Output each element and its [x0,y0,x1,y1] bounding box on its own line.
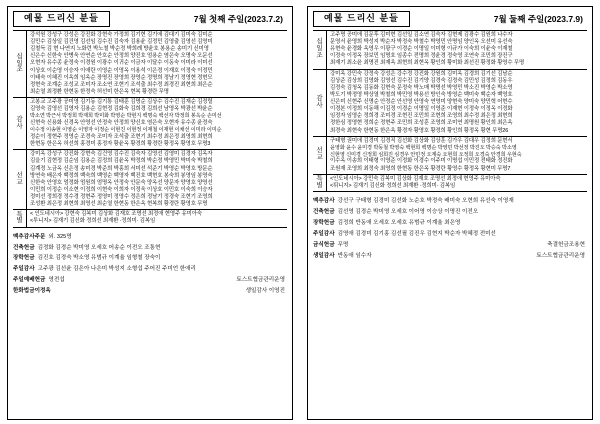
note-row: 한화법금이정옥 생일감사 이영진 [13,288,285,295]
panel-inner-1 [7,6,293,420]
table-row [13,98,287,150]
names-cell-tithe-2: 고주명 공미애 김문후 김미현 김선일 김소연 김숙자 김현제 김광수 김원희 나수자 문영서 윤영희 박성지 박순자 박정숙 박철수 박영민 안명임 양인옥 오선미 유선숙 유현숙 윤경화 옥영우 이광구 이경순 이명일 이미형 이규가 이숙희 이윤숙 이재철 이정숙 이정옥 장보민 임명호 임종수 전명희 정윤경 정숙영 조연숙 조민희 장진구 최재기 최소윤 최명진 최재옥 최현희 최현옥 황인희 황미화 최선진 황정화 황영수 무명 [330,31,525,67]
header-2 [313,11,587,27]
note-row: 맥추감사 강선구 구태형 김경미 김선화 노순호 박정숙 배미숙 오현희 유선숙 이영재 [313,197,514,204]
offering-table-1 [13,30,287,228]
names-cell-tithe-1: 강석원 강성구 강성은 강진화 강현숙 가정희 김기현 김기애 김대기 김미숙 김미순 김민수 김상일 김건영 김선임 김수진 김숙자 김용윤 김정민 김영출 김영선 김영미 김철득 김 현 나연지 노화련 박노철 박순정 박희례 방윤호 봉용순 송미기 신미영 신은수 신한숙 안병욱 안연순 안호순 안정희 양진호 엄용순 염은숙 오명숙 오문선 오현자 유수종 윤정숙 이경원 이광수 이귀순 이금자 이달수 이동숙 이미라 이미선 이상호 이순영 이승자 이애란 이영순 이영옥 이용석 이은정 이재호 이정숙 이정민 이태숙 이혜진 이옥희 임옥순 장명진 장영희 장영순 정명희 정남기 정영현 정현모 정현숙 조계순 조성교 조미자 조소연 조현기 조석출 최수정 최경진 최현희 최은순 최순열 최정환 한현동 한정숙 허선미 한은옥 현복 황경란 무명 [30,31,213,95]
names-cell-thanks-1: 고봉교 고주광 공미영 김기동 김기통 김태훈 김명순 김상수 김수진 김재순 김정렬 김영숙 김영선 김영자 김용순 김현정 김화숙 김희경 김희선 남영옥 박광선 박윤순 박소연 박근서 박정희 박재희 박미화 박영순 박현지 백명숙 백선자 박정희 봉옥순 손미선 신현숙 신용화 신경옥 안영선 안정숙 안정희 양신호 염은숙 오현자 유수종 윤정숙 이수정 이송현 이영순 이영자 이정순 이현진 이현정 이재철 이재현 이채선 이미라 이미순 정순이 정현주 정영순 조경숙 조미자 조석출 조현기 최수정 최은정 최영희 최현희 한현동 한은옥 허선희 홍경미 홍정자 황윤옥 황경희 황경란 황정옥 황영호 무명3 [30,99,222,148]
note-row: 주일감사 고주광 김선윤 김은아 나은미 박성지 소형섭 주어진 주미언 한애리 [13,266,196,273]
table-row [313,175,587,191]
table-row [13,31,287,98]
note-row: 맥추감사주문 외. 325명 [13,233,72,240]
category-label-special-2: 특 별 [313,175,327,191]
note-row: 장학헌금 김진호 김경숙 박소영 유범규 이계율 임형철 장숙이 [13,255,161,262]
note-row: 주일감사 김영애 김경미 김기홍 김선필 김진우 김현지 박순자 박혜정 전미선 [313,230,496,237]
page-title-1: 예물 드리신 분들 [13,11,110,27]
names-cell-mission-1: 강미옥 강성구 강진화 강현숙 김건영 김수진 김숙자 김영선 김영미 김경자 김옥자 김을기 김현정 김순임 김용순 김정희 김윤옥 박정희 박순정 박영민 박미숙 박철희 김계정 노금옥 신은정 송미경 박준희 박홍희 서미선 석준기 박영순 박영호 방문순 방연숙 배은자 백정희 백숙희 백영순 백영자 백진호 백현호 봉숙희 봉영임 봉영숙 신한숙 안영호 엄정화 엄원희 엄명옥 안정숙 안문숙 양옥선 양문자 양영호 양영선 이민희 이정순 이소현 이정희 이현숙 이희자 이정욱 이상호 이민호 이숙희 이승자 정미선 정희경 정수경 정현주 정영미 정영수 정은희 정남기 정경숙 조현기 조영희 조성환 최은정 최현희 최영선 최순열 한현동 한은옥 현복희 황경란 황영호 무명 [30,151,213,208]
note-row: 건축헌금 김선영 김경순 박미영 오세호 이어영 이승상 이명진 이전오 [313,208,479,215]
note-row: 주일예배헌금 영전섭 토스트협금관리운영 [13,277,285,284]
table-row [13,210,287,226]
names-cell-thanks-2: 강미옥 강민숙 강정숙 강성은 강수정 강진화 강원희 김미옥 김경희 김기선 김남순 김상준 김상희 김영화 김영선 김수진 김기양 김경숙 김정숙 김민성 김정희 김동우 김정숙 김청옥 김동화 김현숙 문정숙 박노매 박명선 박영민 박소진 박영순 박소영 박도기 박정영 박상열 박철희 박민영 박용선 방인숙 방영순 백미숙 백순자 백영호 신은미 신현주 신명순 안정순 안선영 안영숙 연영미 양현숙 양미숙 양민혁 어현수 이경본 이정희 이동해 이김정 이경순 이명일 이영준 이재현 이정숙 이정옥 이정화 임정자 임영순 정희경 조미경 조현진 조민희 조현희 조영희 최수정 최은정 최현희 정한심 정영현 정희순 정현주 조민희 조성훈 조영희 조미연 최명원 황인희 최은옥 최경숙 최현숙 한현동 한은옥 황경자 황영호 황정희 황인희 황정옥 황현 무명26 [330,70,513,134]
names-cell-special-2: <인도네시아> 강민숙 김복미 김상화 김재호 조명선 최정애 현영주 유미아숙 <튀니지> 김재기 김신화 정희선 최재환 ·정희미· 김복임 [330,175,501,189]
offering-table-2 [313,30,587,192]
table-row [13,150,287,210]
note-row: 장학헌금 김정희 반동애 오세호 오세호 유범규 이계율 최은영 [313,219,461,226]
category-label-mission-1: 선 교 [13,150,27,209]
note-row: 건축헌금 김정화 김경순 박미영 오세호 어송순 이전오 조통현 [13,244,161,251]
header-date-2: 7월 둘째 주일(2023.7.9) [493,13,583,24]
notes-section-1 [13,232,287,415]
panel-inner-2 [307,6,593,420]
category-label-mission-2: 선 교 [313,137,327,174]
category-label-thanks-2: 감 사 [313,70,327,136]
names-cell-mission-2: 구태형 권미애 김경미 김경직 김선화 김상화 김상훈 김가우 김대우 김정희 문현서 윤영화 윤수 윤미경 박동철 박영숙 백현희 백명순 박영민 박선정 박진오 박승숙 박소영 신현영 신미경 신정희 심희진 심경우 안민정 오계숙 오현희 오정희 오경숙 안경희 우현숙 이수옥 이송희 이태형 이영준 이정화 이경수 이주미 이명섭 이민정 전태화 정진화 조원재 조영희 최정숙 최영희 한현동 한은옥 황경란 황영수 황정옥 황현미 무명7 [330,137,522,172]
header-date-1: 7월 첫째 주일(2023.7.2) [193,13,283,24]
category-label-thanks-1: 감 사 [13,98,27,149]
page-title-2: 예물 드리신 분들 [313,11,410,27]
table-row [313,31,587,70]
panel-week-2 [300,0,600,424]
note-row: 금식헌금 무명 축결헌금조용현 [313,241,585,248]
category-label-tithe-2: 십 일 조 [313,31,327,69]
header-1 [13,11,287,27]
category-label-tithe-1: 십 일 조 [13,31,27,97]
category-label-special-1: 특 별 [13,210,27,226]
names-cell-special-1: < 인도네시아> 강현숙 김복미 김상화 김재호 조명선 최정애 현영주 유미아숙 <투니지> 김재기 김신화 정희선 최재환 ·정희미· 김복임 [30,211,202,225]
note-row: 생일감사 반동애 임수자 토스트협금관리운영 [313,252,585,259]
table-row [313,137,587,175]
notes-section-2 [313,196,587,415]
table-row [313,70,587,137]
